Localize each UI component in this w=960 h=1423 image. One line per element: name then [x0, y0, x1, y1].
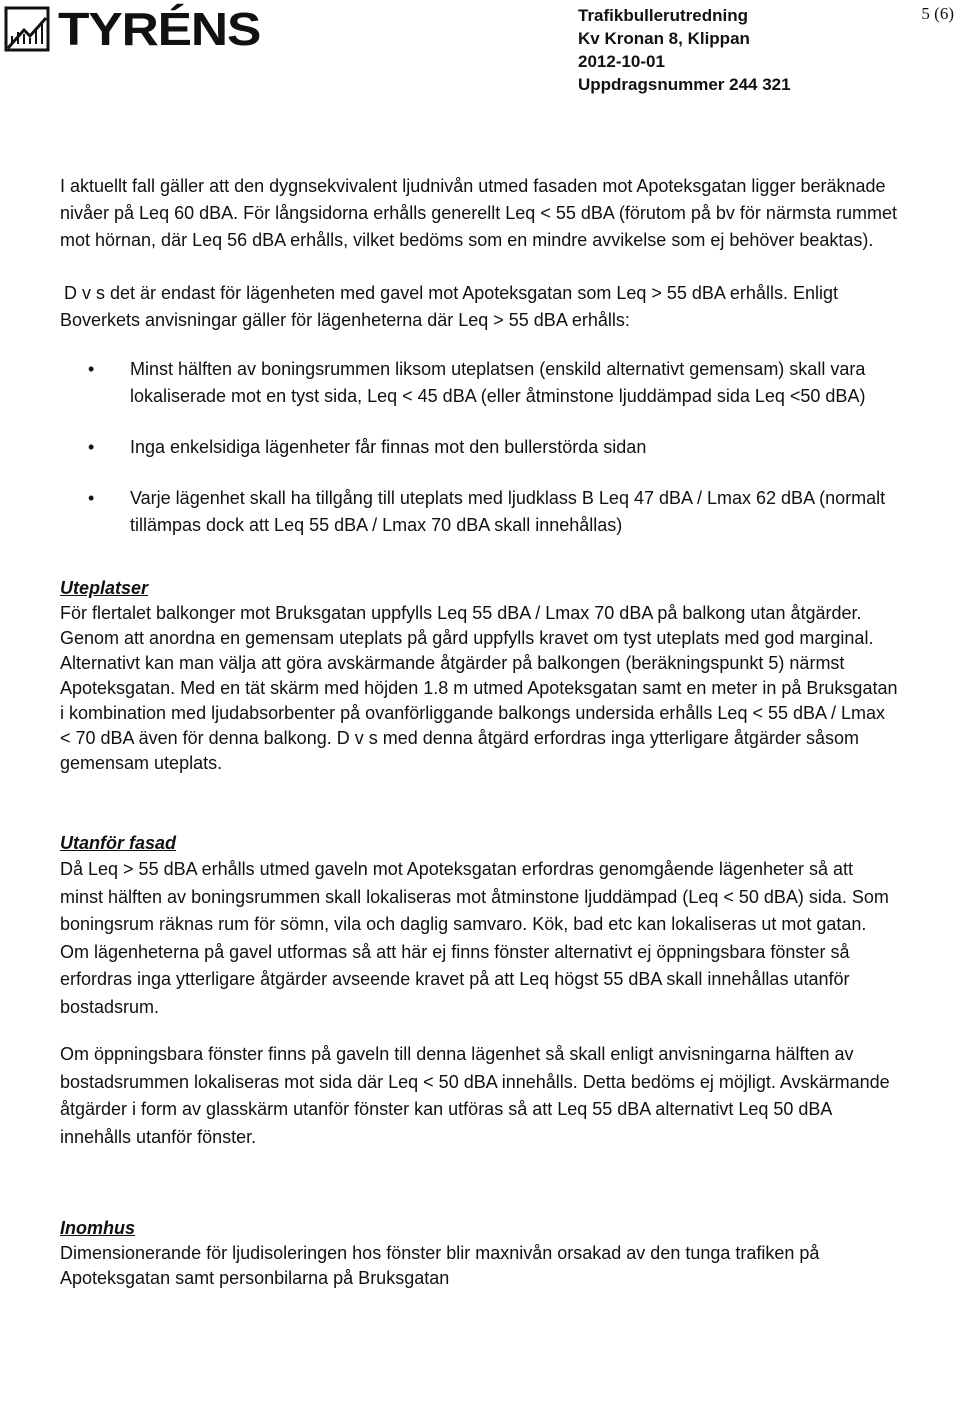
logo-wordmark: TYRÉNS [58, 3, 261, 55]
list-item [60, 485, 900, 539]
section-paragraph: Då Leq > 55 dBA erhålls utmed gaveln mot Apoteksgatan erfordras genomgående lägenheter så att minst hälften av boningsrummen skall lokaliseras mot åtminstone ljuddämpad (Leq < 50 dBA) sida. Som boningsrum räknas rum för sömn, vila och daglig samvaro. Kök, bad etc kan lokaliseras ut mot gatan. Om lägenheterna på gavel utformas så att här ej finns fönster alternativt ej öppningsbara fönster så erfordras inga ytterligare åtgärder avseende kravet på att Leq högst 55 dBA skall innehållas utanför bostadsrum. [60, 859, 889, 1017]
bullet-icon: • [88, 437, 95, 457]
section-utanfor-fasad [60, 830, 900, 1151]
header-assignment-number: Uppdragsnummer 244 321 [578, 75, 791, 94]
header-date: 2012-10-01 [578, 52, 665, 71]
document-header-info [578, 4, 791, 96]
intro-paragraph-2: D v s det är endast för lägenheten med gavel mot Apoteksgatan som Leq > 55 dBA erhålls. Enligt Boverkets anvisningar gäller för lägenheterna där Leq > 55 dBA erhålls: [60, 283, 838, 330]
header-title: Trafikbullerutredning [578, 6, 749, 25]
list-item-text: Inga enkelsidiga lägenheter får finnas mot den bullerstörda sidan [130, 437, 647, 457]
document-body [60, 173, 900, 1291]
list-item [60, 434, 900, 461]
intro-paragraph-1: I aktuellt fall gäller att den dygnsekvivalent ljudnivån utmed fasaden mot Apoteksgatan ligger beräknade nivåer på Leq 60 dBA. För långsidorna erhålls generellt Leq < 55 dBA (förutom på bv för närmsta rummet mot hörnan, där Leq 56 dBA erhålls, vilket bedöms som en mindre avvikelse som ej behöver beaktas). [60, 176, 897, 250]
list-item-text: Minst hälften av boningsrummen liksom uteplatsen (enskild alternativt gemensam) skall vara lokaliserade mot en tyst sida, Leq < 45 dBA (eller åtminstone ljuddämpad sida Leq <50 dBA) [130, 359, 866, 406]
section-paragraph: Dimensionerande för ljudisoleringen hos fönster blir maxnivån orsakad av den tunga trafiken på Apoteksgatan samt personbilarna på Bruksgatan [60, 1243, 820, 1288]
requirements-list [60, 356, 900, 539]
company-logo [4, 3, 261, 55]
logo-mark-icon [4, 6, 50, 52]
list-item [60, 356, 900, 410]
list-item-text: Varje lägenhet skall ha tillgång till uteplats med ljudklass B Leq 47 dBA / Lmax 62 dBA (normalt tillämpas dock att Leq 55 dBA / Lmax 70 dBA skall innehållas) [130, 488, 886, 535]
section-uteplatser [60, 575, 900, 776]
bullet-icon: • [88, 359, 95, 379]
section-heading: Utanför fasad [60, 833, 177, 853]
section-paragraph: För flertalet balkonger mot Bruksgatan uppfylls Leq 55 dBA / Lmax 70 dBA på balkong utan åtgärder. Genom att anordna en gemensam uteplats på gård uppfylls kravet om tyst uteplats med god marginal. Alternativt kan man välja att göra avskärmande åtgärder på balkongen (beräkningspunkt 5) närmst Apoteksgatan. Med en tät skärm med höjden 1.8 m utmed Apoteksgatan samt en meter in på Bruksgatan i kombination med ljudabsorbenter på ovanförliggande balkongs undersida erhålls Leq < 55 dBA / Lmax < 70 dBA även för denna balkong. D v s med denna åtgärd erfordras inga ytterligare åtgärder såsom gemensam uteplats. [60, 603, 898, 773]
bullet-icon: • [88, 488, 95, 508]
section-heading: Inomhus [60, 1218, 135, 1238]
section-paragraph: Om öppningsbara fönster finns på gaveln till denna lägenhet så skall enligt anvisningarna hälften av bostadsrummen lokaliseras mot sida där Leq < 50 dBA innehålls. Detta bedöms ej möjligt. Avskärmande åtgärder i form av glasskärm utanför fönster kan utföras så att Leq 55 dBA alternativt Leq 50 dBA innehålls utanför fönster. [60, 1044, 890, 1147]
section-inomhus [60, 1215, 900, 1291]
header-project: Kv Kronan 8, Klippan [578, 29, 750, 48]
section-heading: Uteplatser [60, 578, 149, 598]
page-number: 5 (6) [921, 4, 954, 23]
